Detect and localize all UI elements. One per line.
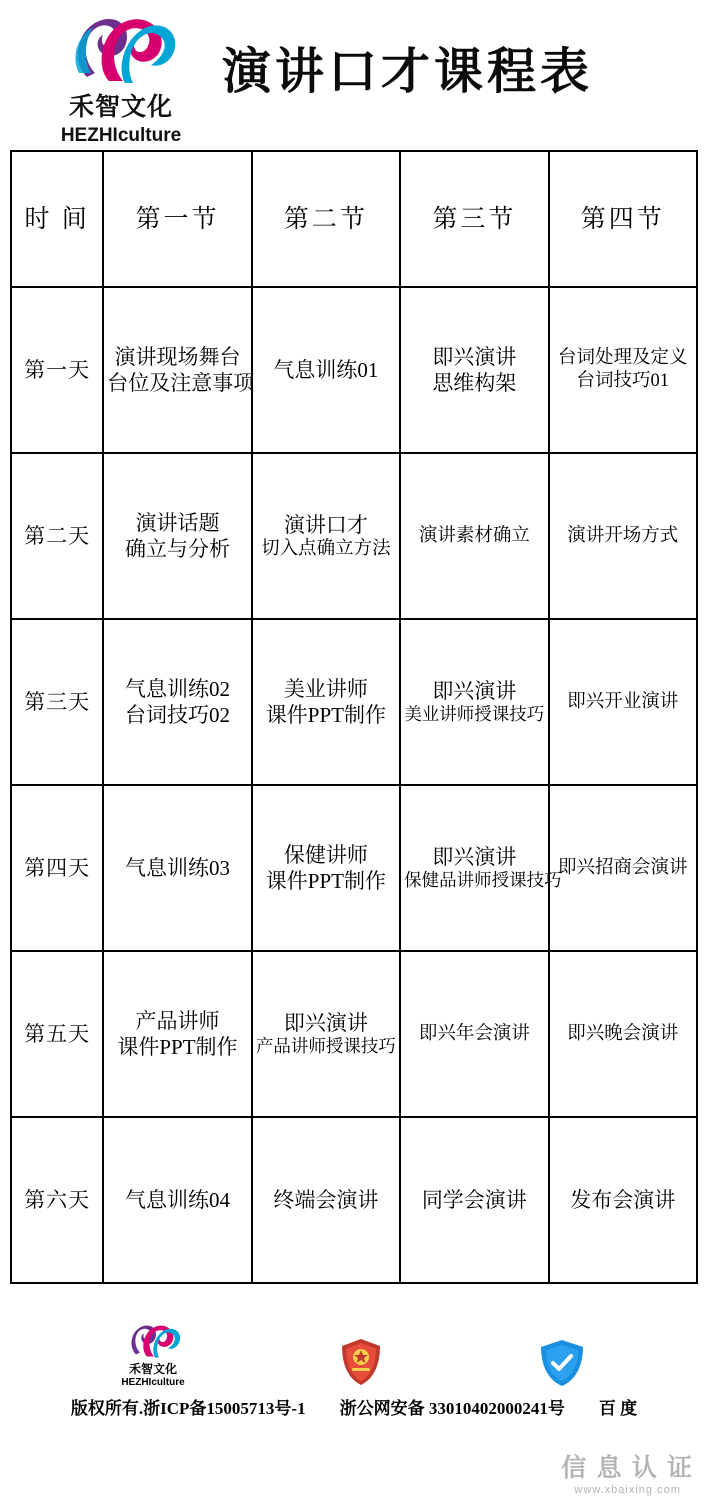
cell-day2-period3: 演讲素材确立 [400,453,548,619]
cell-day2-period2: 演讲口才 切入点确立方法 [252,453,400,619]
cell-day5-period4: 即兴晚会演讲 [549,951,697,1117]
footer-brand-logo [121,1321,184,1388]
cell-day3-period2: 美业讲师 课件PPT制作 [252,619,400,785]
cell-day2-period1: 演讲话题 确立与分析 [103,453,251,619]
cell-day5-period2: 即兴演讲 产品讲师授课技巧 [252,951,400,1117]
cell-day1-period3: 即兴演讲 思维构架 [400,287,548,453]
table-row [11,785,697,951]
police-filing-text: 浙公网安备 33010402000241号 [339,1399,565,1418]
table-row [11,453,697,619]
cell-day4-period2: 保健讲师 课件PPT制作 [252,785,400,951]
credibility-badge [537,1338,587,1388]
table-row [11,951,697,1117]
brand-name-en: HEZHIculture [60,125,182,146]
cell-day1-period2: 气息训练01 [252,287,400,453]
hezhi-logo-icon [125,1321,181,1359]
row-day-label: 第二天 [11,453,103,619]
table-row [11,287,697,453]
hezhi-logo-icon [65,11,177,85]
col-header-period-4: 第四节 [549,151,697,287]
footer-text-row [0,1394,708,1419]
cell-day3-period1: 气息训练02 台词技巧02 [103,619,251,785]
footer-logo-row [0,1310,708,1388]
cell-day4-period4: 即兴招商会演讲 [549,785,697,951]
cell-day6-period1: 气息训练04 [103,1117,251,1283]
cell-day3-period3: 即兴演讲 美业讲师授课技巧 [400,619,548,785]
table-header-row [11,151,697,287]
col-header-period-2: 第二节 [252,151,400,287]
cell-day5-period1: 产品讲师 课件PPT制作 [103,951,251,1117]
cell-day3-period4: 即兴开业演讲 [549,619,697,785]
footer-brand-cn: 禾智文化 [128,1362,177,1376]
col-header-period-3: 第三节 [400,151,548,287]
cell-day6-period4: 发布会演讲 [549,1117,697,1283]
page-title: 演讲口才课程表 [222,44,594,99]
row-day-label: 第三天 [11,619,103,785]
shield-check-icon [537,1338,587,1388]
cell-day4-period3: 即兴演讲 保健品讲师授课技巧 [400,785,548,951]
schedule-table-wrap [0,150,708,1284]
row-day-label: 第五天 [11,951,103,1117]
cell-day4-period1: 气息训练03 [103,785,251,951]
row-day-label: 第一天 [11,287,103,453]
col-header-period-1: 第一节 [103,151,251,287]
watermark-main-text: 信 息 认 证 [561,1455,694,1482]
cell-day2-period4: 演讲开场方式 [549,453,697,619]
brand-logo [46,11,196,147]
cell-day1-period4: 台词处理及定义 台词技巧01 [549,287,697,453]
schedule-table [10,150,698,1284]
row-day-label: 第六天 [11,1117,103,1283]
footer-brand-en: HEZHIculture [121,1377,185,1388]
police-badge-icon [335,1336,387,1388]
table-row [11,1117,697,1283]
col-header-time: 时 间 [11,151,103,287]
page-footer [0,1310,708,1419]
table-row [11,619,697,785]
cell-day1-period1: 演讲现场舞台 台位及注意事项 [103,287,251,453]
row-day-label: 第四天 [11,785,103,951]
watermark [561,1448,694,1496]
page-header [0,0,708,150]
cell-day5-period3: 即兴年会演讲 [400,951,548,1117]
copyright-text: 版权所有.浙ICP备15005713号-1 [70,1399,306,1418]
brand-name-cn: 禾智文化 [68,93,173,121]
police-badge [335,1336,387,1388]
cell-day6-period3: 同学会演讲 [400,1117,548,1283]
watermark-url-text: www.xbaixing.com [574,1484,681,1496]
cell-day6-period2: 终端会演讲 [252,1117,400,1283]
baidu-label[interactable]: 百 度 [598,1399,638,1418]
